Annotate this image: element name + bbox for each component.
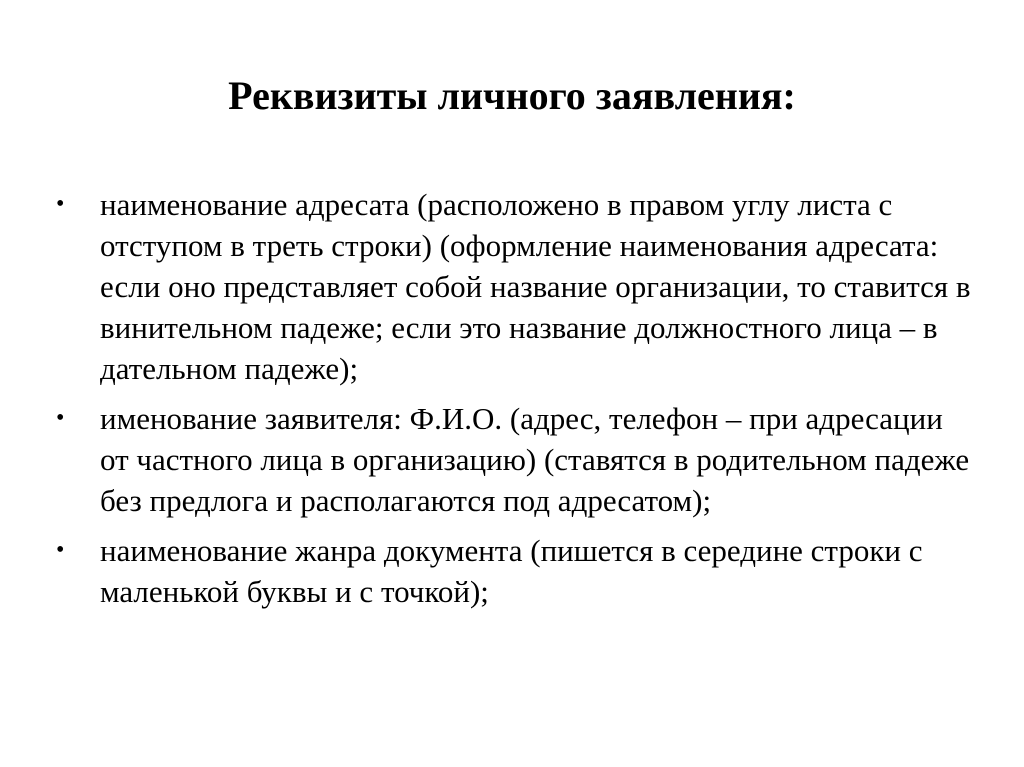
list-item (56, 398, 976, 521)
slide-title: Реквизиты личного заявления: (228, 73, 796, 118)
bullet-icon: • (56, 405, 65, 431)
list-item-text: наименование адресата (расположено в правом углу листа с отступом в треть строки) (оформление наименования адресата: если оно представляет собой название организации, то ставится в винительном падеже; если это название должностного лица – в дательном падеже); (100, 187, 971, 386)
bullet-icon: • (56, 191, 65, 217)
list-item (56, 184, 976, 389)
bullet-icon: • (56, 537, 65, 563)
bullet-list (56, 184, 976, 621)
list-item-text: наименование жанра документа (пишется в середине строки с маленькой буквы и с точкой); (100, 533, 923, 609)
list-item (56, 530, 976, 612)
list-item-text: именование заявителя: Ф.И.О. (адрес, телефон – при адресации от частного лица в организацию) (ставятся в родительном падеже без предлога и располагаются под адресатом); (100, 401, 970, 518)
